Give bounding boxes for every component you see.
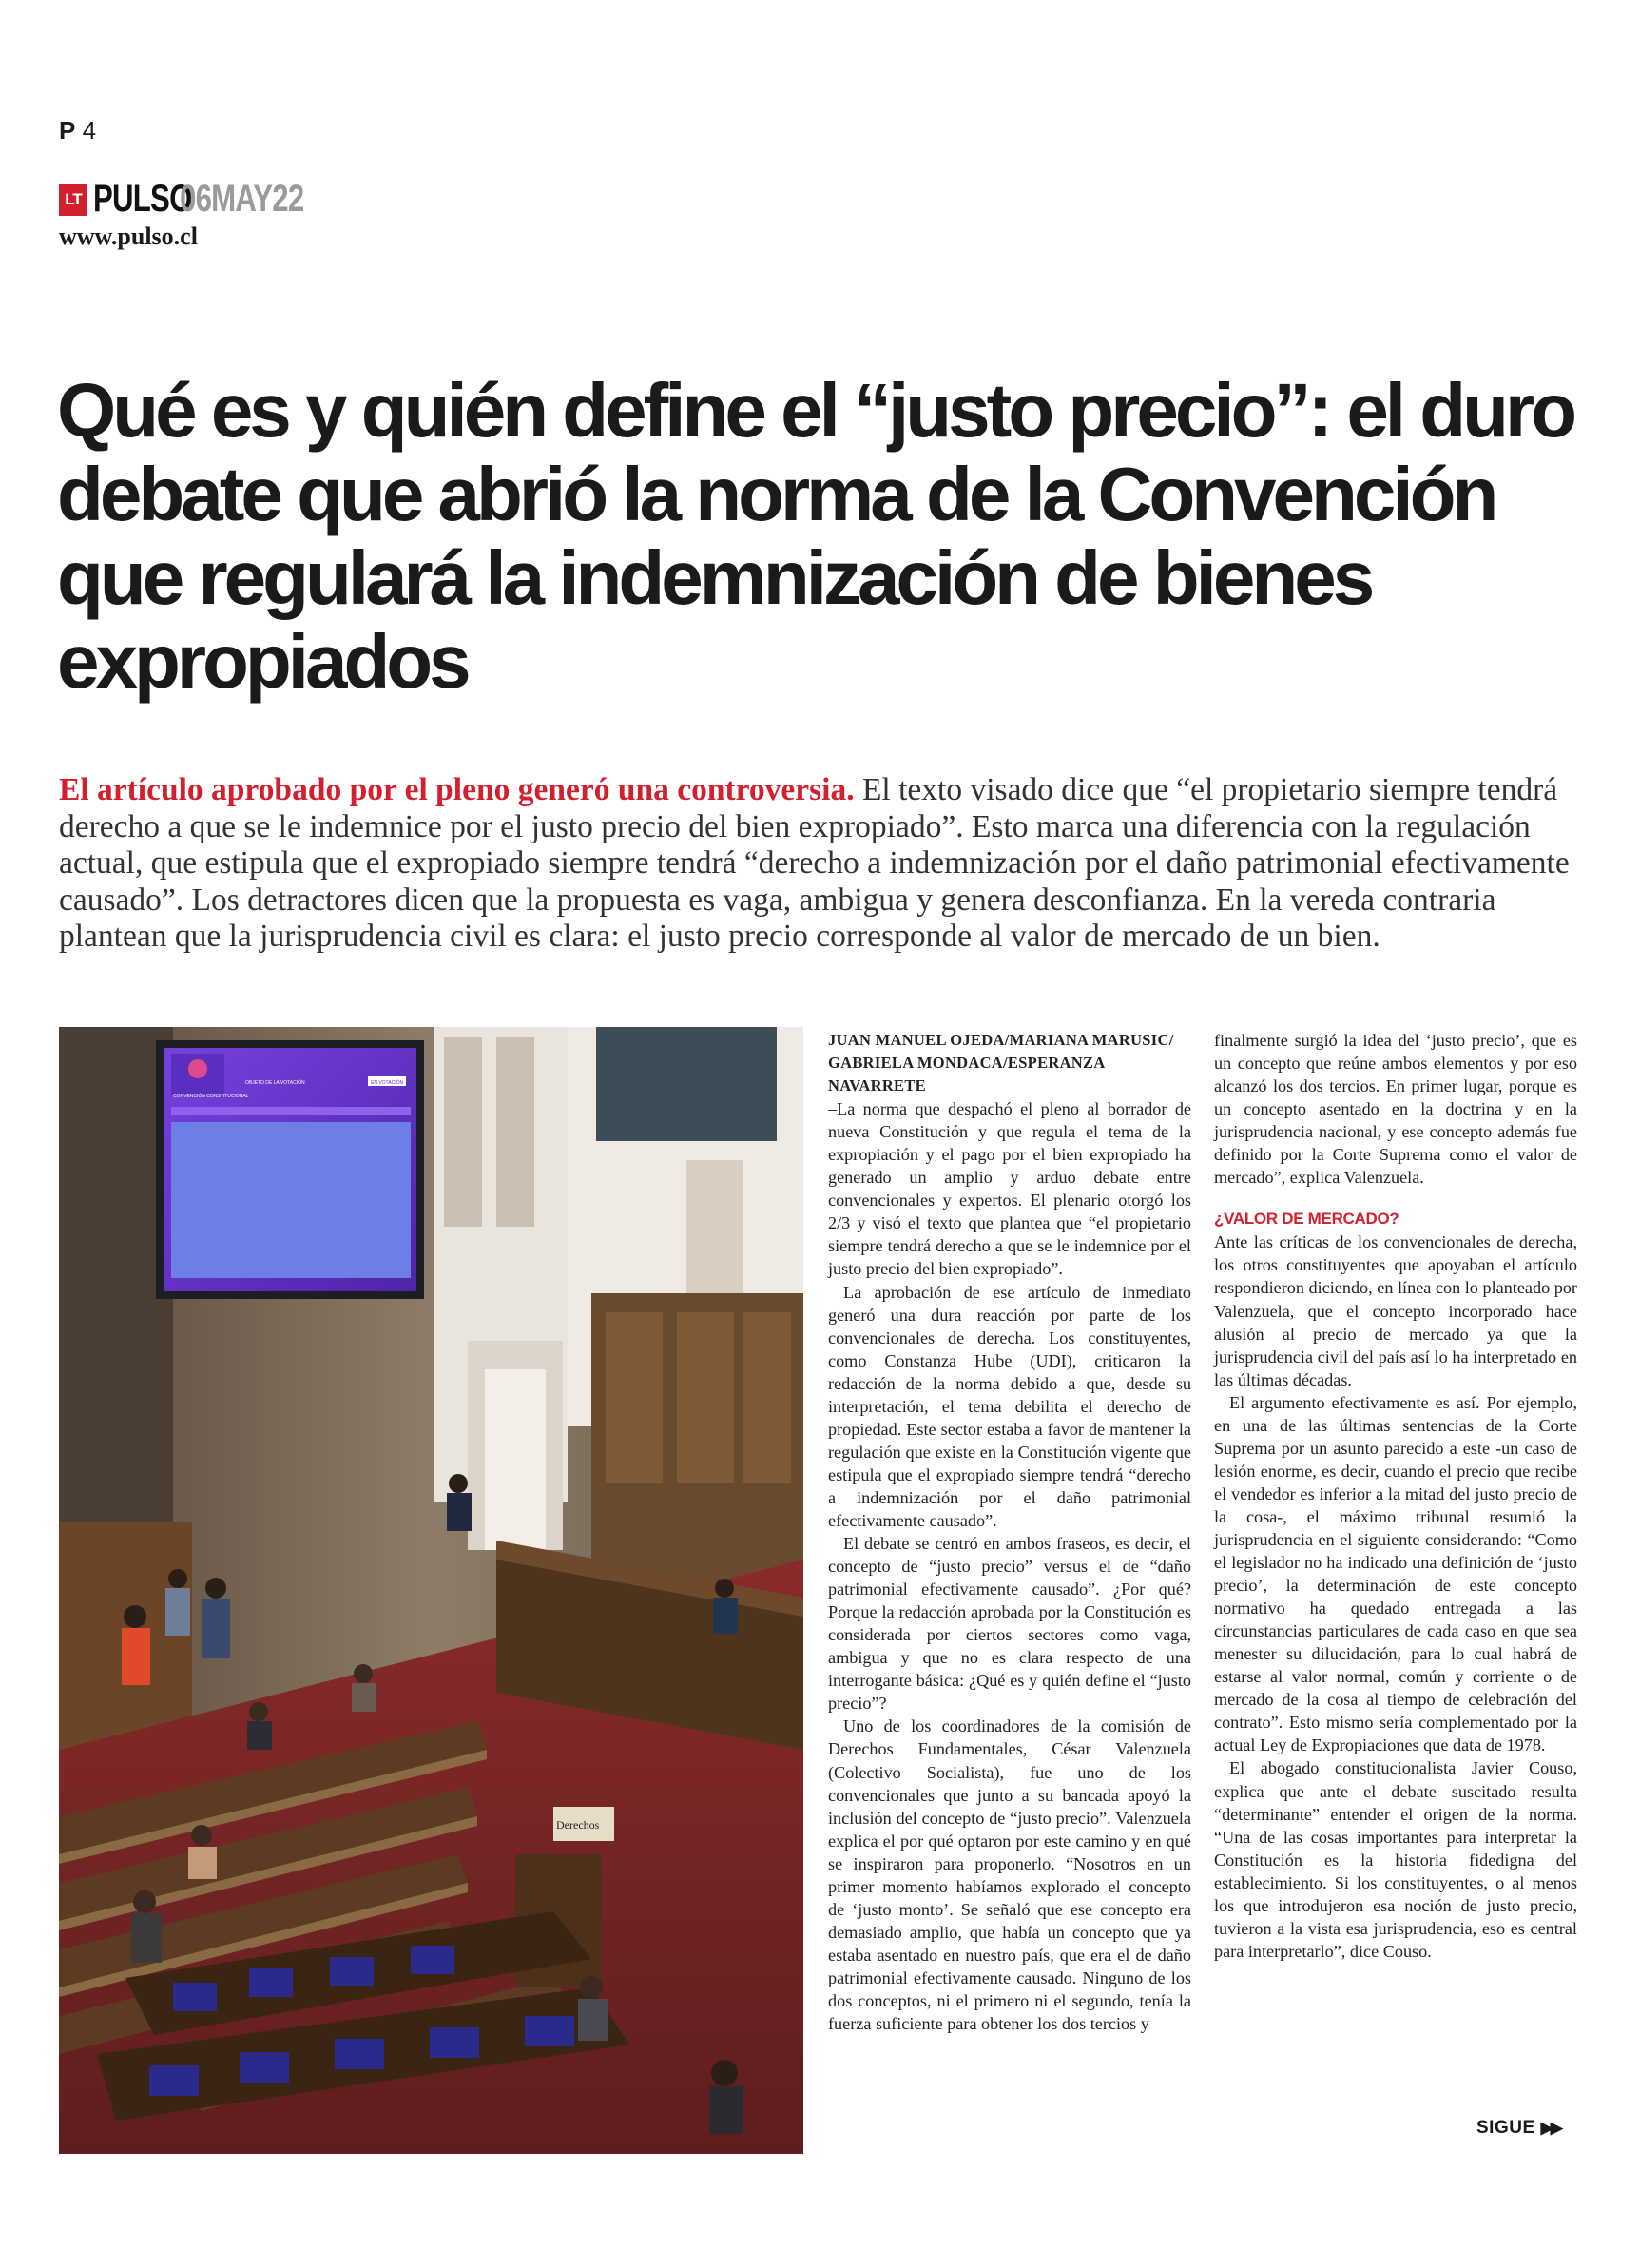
- section-name: PULSO: [93, 178, 192, 220]
- screen-title: OBJETO DE LA VOTACIÓN: [245, 1080, 305, 1086]
- screen-logo-text: CONVENCIÓN CONSTITUCIONAL: [173, 1094, 249, 1099]
- article-photo: [59, 1027, 803, 2154]
- paragraph: El abogado constitucionalista Javier Couso, explica que ante el debate suscitado resulta “determinante” entender el origen de la norma. “Una de las cosas importantes para interpretar la Constitución es la historia fidedigna del establecimiento. Si los constituyentes, o al menos los que introdujeron esa noción de justo precio, tuvieron a la vista esa jurisprudencia, eso es central para interpretarlo”, dice Couso.: [1214, 1758, 1577, 1961]
- column-2: [1214, 1029, 1577, 1963]
- headline: Qué es y quién define el “justo precio”: el duro debate que abrió la norma de la Convención que regulará la indemnización de bienes expropiados: [57, 368, 1573, 704]
- lead-kicker: El artículo aprobado por el pleno generó una controversia.: [59, 772, 855, 807]
- page-number: P 4: [59, 116, 97, 145]
- paragraph: La aprobación de ese artículo de inmediato generó una dura reacción por parte de los convencionales de derecha. Los constituyentes, como Constanza Hube (UDI), criticaron la redacción de la norma debido a que, desde su interpretación, el tema debilita el derecho de propiedad. Este sector estaba a favor de mantener la regulación que existe en la Constitución vigente que estipula que el expropiado siempre tendrá “derecho a indemnización por el daño patrimonial efectivamente causado”.: [828, 1282, 1191, 1530]
- byline: JUAN MANUEL OJEDA/MARIANA MARUSIC/ GABRIELA MONDACA/ESPERANZA NAVARRETE: [828, 1031, 1174, 1095]
- paragraph: El argumento efectivamente es así. Por ejemplo, en una de las últimas sentencias de la Corte Suprema por un asunto parecido a este -un caso de lesión enorme, es decir, cuando el precio que recibe el vendedor es inferior a la mitad del justo precio de la cosa-, el máximo tribunal resumió la jurisprudencia en el siguiente considerando: “Como el legislador no ha indicado una definición de ‘justo precio’, la determinación de este concepto normativo ha quedado entregada a las circunstancias particulares de cada caso en que sea menester su dilucidación, para lo cual habrá de estarse al valor normal, común y corriente o de mercado de la cosa al tiempo de celebración del contrato”. Esto mismo sería complementado por la actual Ley de Expropiaciones que data de 1978.: [1214, 1392, 1577, 1755]
- website-url[interactable]: www.pulso.cl: [59, 223, 198, 250]
- paragraph: Ante las críticas de los convencionales de derecha, los otros constituyentes que apoyaban el artículo respondieron diciendo, en línea con lo planteado por Valenzuela, que el concepto incorporado hace alusión al precio de mercado ya que la jurisprudencia civil del país así lo ha interpretado en las últimas décadas.: [1214, 1232, 1577, 1389]
- lead-text: El texto visado dice que “el propietario siempre tendrá derecho a que se le indemnice por el justo precio del bien expropiado”. Esto marca una diferencia con la regulación actual, que estipula que el expropiado siempre tendrá “derecho a indemnización por el daño patrimonial efectivamente causado”. Los detractores dicen que la propuesta es vaga, ambigua y genera desconfianza. En la vereda contraria plantean que la jurisprudencia civil es clara: el justo precio corresponde al valor de mercado de un bien.: [59, 772, 1570, 954]
- issue-date: 06MAY22: [179, 178, 304, 220]
- lead-paragraph: [59, 772, 1580, 956]
- double-arrow-icon: ▶▶: [1540, 2119, 1560, 2137]
- continue-link[interactable]: SIGUE ▶▶: [1476, 2118, 1560, 2138]
- screen-badge: EN VOTACIÓN: [371, 1080, 404, 1086]
- subheading: ¿VALOR DE MERCADO?: [1214, 1210, 1399, 1229]
- paragraph: finalmente surgió la idea del ‘justo precio’, que es un concepto que reúne ambos elementos y por eso alcanzó los dos tercios. En primer lugar, porque es un concepto asentado en la doctrina y en la jurisprudencia nacional, y ese concepto además fue definido por la Corte Suprema como el valor de mercado”, explica Valenzuela.: [1214, 1031, 1577, 1188]
- la-tercera-logo: LT: [59, 184, 87, 216]
- paragraph: –La norma que despachó el pleno al borrador de nueva Constitución y que regula el tema de la expropiación y el pago por el bien expropiado ha generado un amplio y arduo debate entre convencionales y expertos. El plenario otorgó los 2/3 y visó el texto que plantea que “el propietario siempre tendrá derecho a que se le indemnice por el justo precio del bien expropiado”.: [828, 1099, 1191, 1279]
- column-1: [828, 1029, 1191, 2035]
- paragraph: Uno de los coordinadores de la comisión de Derechos Fundamentales, César Valenzuela (Colectivo Socialista), fue uno de los convencionales que junto a su bancada apoyó la inclusión del concepto de “justo precio”. Valenzuela explica el por qué optaron por este camino y en qué se inspiraron para proponerlo. “Nosotros en un primer momento habíamos explorado el concepto de ‘justo monto’. Se señaló que ese concepto era demasiado amplio, que había un concepto que ya estaba asentado en nuestro país, que era el de daño patrimonial efectivamente causado. Ninguno de los dos conceptos, ni el primero ni el segundo, tenía la fuerza suficiente para obtener los dos tercios y: [828, 1716, 1191, 2034]
- desk-sign: Derechos: [556, 1818, 600, 1832]
- masthead: [59, 178, 338, 221]
- paragraph: El debate se centró en ambos fraseos, es decir, el concepto de “justo precio” versus el de “daño patrimonial efectivamente causado”. ¿Por qué? Porque la redacción aprobada por la Constitución es considerada por ciertos sectores como vaga, ambigua y que no es clara respecto de una interrogante básica: ¿Qué es y quién define el “justo precio”?: [828, 1534, 1191, 1714]
